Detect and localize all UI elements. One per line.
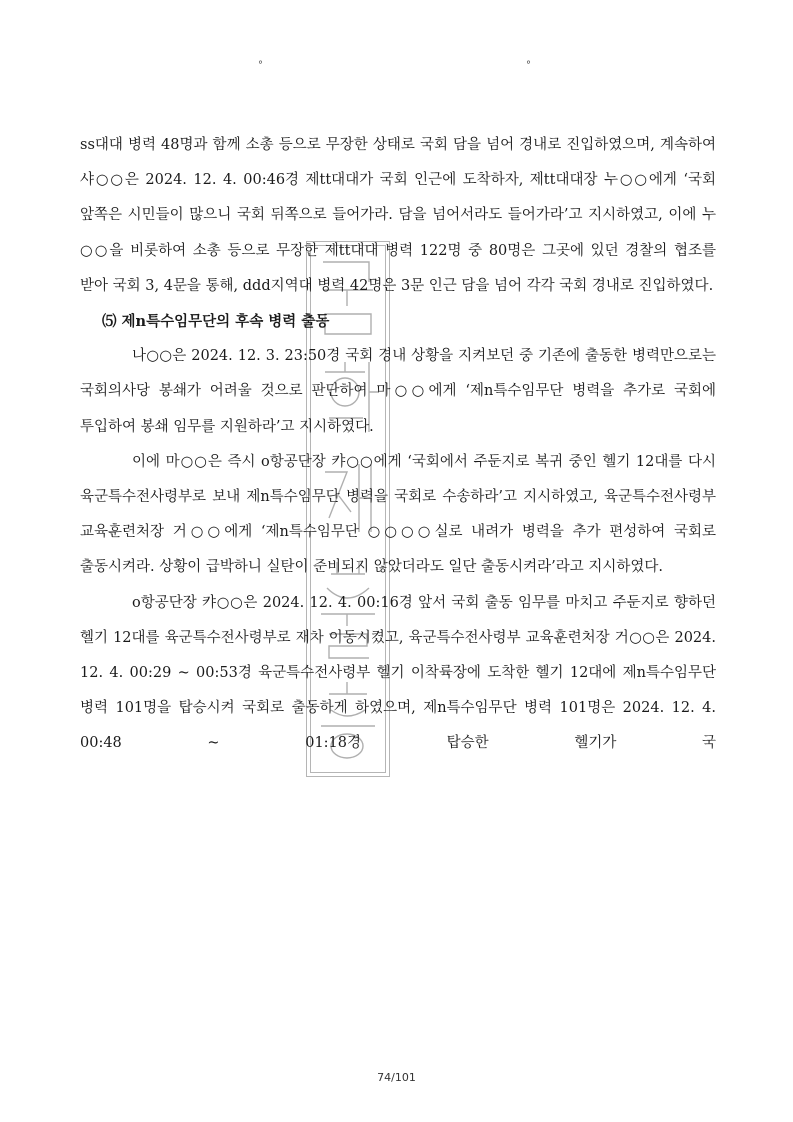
- header-mark-left: °: [258, 60, 263, 71]
- page-number: 74/101: [377, 1071, 416, 1084]
- header-mark-right: °: [526, 60, 531, 71]
- paragraph-1: ss대대 병력 48명과 함께 소총 등으로 무장한 상태로 국회 담을 넘어 경내로 진입하였으며, 계속하여 샤○○은 2024. 12. 4. 00:46경 제tt대대가 국회 인근에 도착하자, 제tt대대장 누○○에게 ‘국회 앞쪽은 시민들이 많으니 국회 뒤쪽으로 들어가라. 담을 넘어서라도 들어가라’고 지시하였고, 이에 누○○을 비롯하여 소총 등으로 무장한 제tt대대 병력 122명 중 80명은 그곳에 있던 경찰의 협조를 받아 국회 3, 4문을 통해, ddd지역대 병력 42명은 3문 인근 담을 넘어 각각 국회 경내로 진입하였다.: [80, 137, 716, 294]
- body-text: [80, 128, 716, 762]
- section-heading: ⑸ 제n특수임무단의 후속 병력 출동: [102, 313, 330, 331]
- paragraph-4: o항공단장 캬○○은 2024. 12. 4. 00:16경 앞서 국회 출동 임무를 마치고 주둔지로 향하던 헬기 12대를 육군특수전사령부로 재차 이동시켰고, 육군특수전사령부 교육훈련처장 거○○은 2024. 12. 4. 00:29 ~ 00:53경 육군특수전사령부 헬기 이착륙장에 도착한 헬기 12대에 제n특수임무단 병력 101명을 탑승시켜 국회로 출동하게 하였으며, 제n특수임무단 병력 101명은 2024. 12. 4. 00:48 ~ 01:18경 탑승한 헬기가 국: [80, 594, 716, 752]
- paragraph-3: 이에 마○○은 즉시 o항공단장 캬○○에게 ‘국회에서 주둔지로 복귀 중인 헬기 12대를 다시 육군특수전사령부로 보내 제n특수임무단 병력을 국회로 수송하라’고 지시하였고, 육군특수전사령부 교육훈련처장 거○○에게 ‘제n특수임무단 ○○○○실로 내려가 병력을 추가 편성하여 국회로 출동시켜라. 상황이 급박하니 실탄이 준비되지 않았더라도 일단 출동시켜라’라고 지시하였다.: [80, 453, 716, 576]
- paragraph-2: 나○○은 2024. 12. 3. 23:50경 국회 경내 상황을 지켜보던 중 기존에 출동한 병력만으로는 국회의사당 봉쇄가 어려울 것으로 판단하여 마○○에게 ‘제n특수임무단 병력을 추가로 국회에 투입하여 봉쇄 임무를 지원하라’고 지시하였다.: [80, 348, 716, 435]
